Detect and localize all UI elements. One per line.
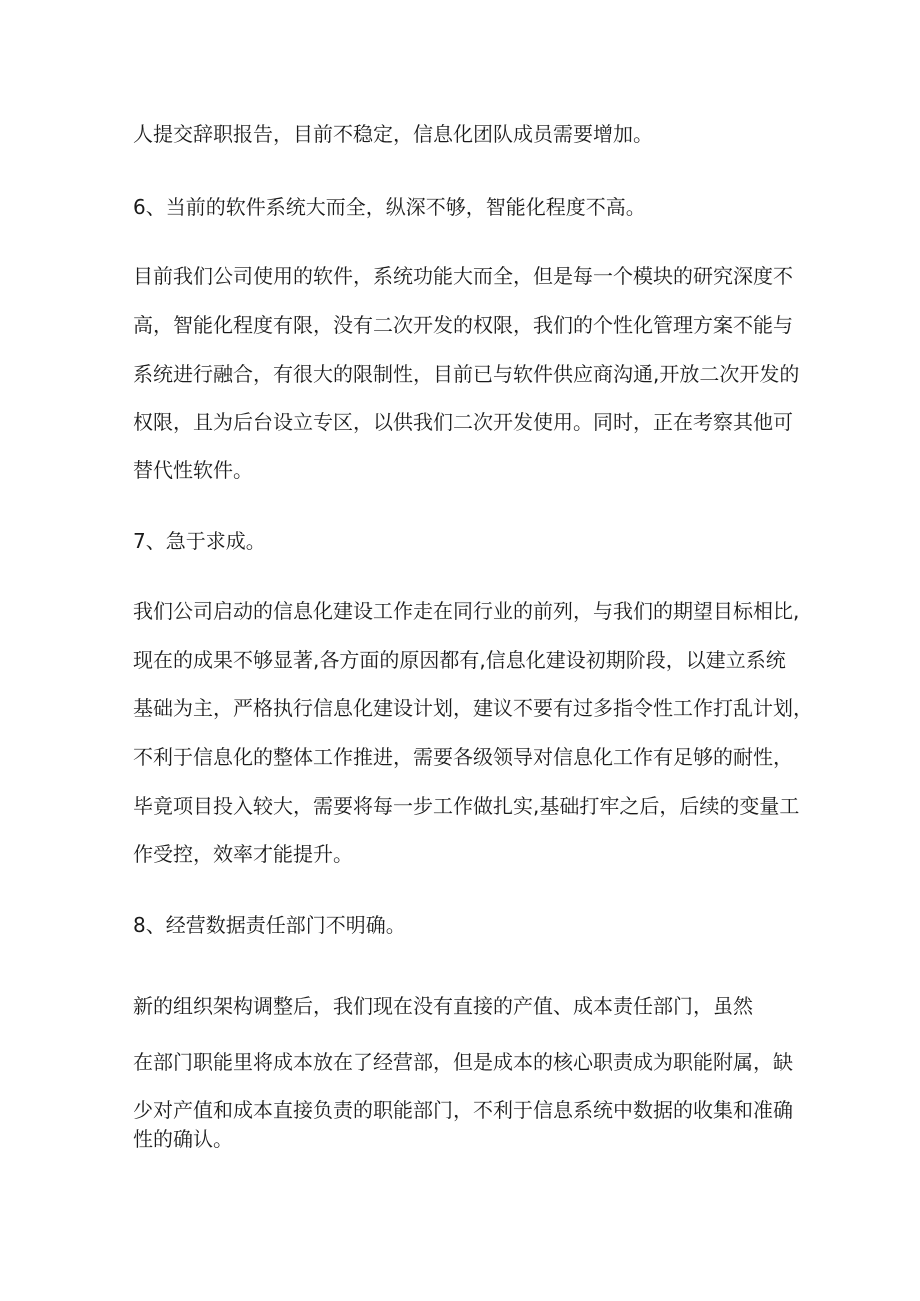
paragraph-line: 毕竟项目投入较大，需要将每一步工作做扎实,基础打牢之后，后续的变量工 <box>133 794 800 818</box>
section-heading-8: 8、经营数据责任部门不明确。 <box>133 913 406 937</box>
paragraph-line: 权限，且为后台设立专区，以供我们二次开发使用。同时，正在考察其他可 <box>133 410 793 434</box>
paragraph-line: 作受控，效率才能提升。 <box>133 842 353 866</box>
paragraph-line: 基础为主，严格执行信息化建设计划，建议不要有过多指令性工作打乱计划， <box>133 696 813 720</box>
paragraph-line: 新的组织架构调整后，我们现在没有直接的产值、成本责任部门，虽然 <box>133 994 753 1018</box>
paragraph-line: 目前我们公司使用的软件，系统功能大而全，但是每一个模块的研究深度不 <box>133 264 793 288</box>
paragraph-line: 少对产值和成本直接负责的职能部门，不利于信息系统中数据的收集和准确 <box>133 1098 793 1122</box>
paragraph-line: 人提交辞职报告，目前不稳定，信息化团队成员需要增加。 <box>133 122 653 146</box>
section-heading-6: 6、当前的软件系统大而全，纵深不够，智能化程度不高。 <box>133 195 646 219</box>
paragraph-line: 系统进行融合，有很大的限制性，目前已与软件供应商沟通,开放二次开发的 <box>133 362 800 386</box>
paragraph-line: 性的确认。 <box>133 1127 233 1151</box>
section-heading-7: 7、急于求成。 <box>133 529 266 553</box>
paragraph-line: 替代性软件。 <box>133 458 253 482</box>
paragraph-line: 在部门职能里将成本放在了经营部，但是成本的核心职责成为职能附属，缺 <box>133 1050 793 1074</box>
paragraph-line: 不利于信息化的整体工作推进，需要各级领导对信息化工作有足够的耐性， <box>133 745 793 769</box>
paragraph-line: 高，智能化程度有限，没有二次开发的权限，我们的个性化管理方案不能与 <box>133 313 793 337</box>
paragraph-line: 现在的成果不够显著,各方面的原因都有,信息化建设初期阶段，以建立系统 <box>133 648 786 672</box>
paragraph-line: 我们公司启动的信息化建设工作走在同行业的前列，与我们的期望目标相比, <box>133 599 800 623</box>
